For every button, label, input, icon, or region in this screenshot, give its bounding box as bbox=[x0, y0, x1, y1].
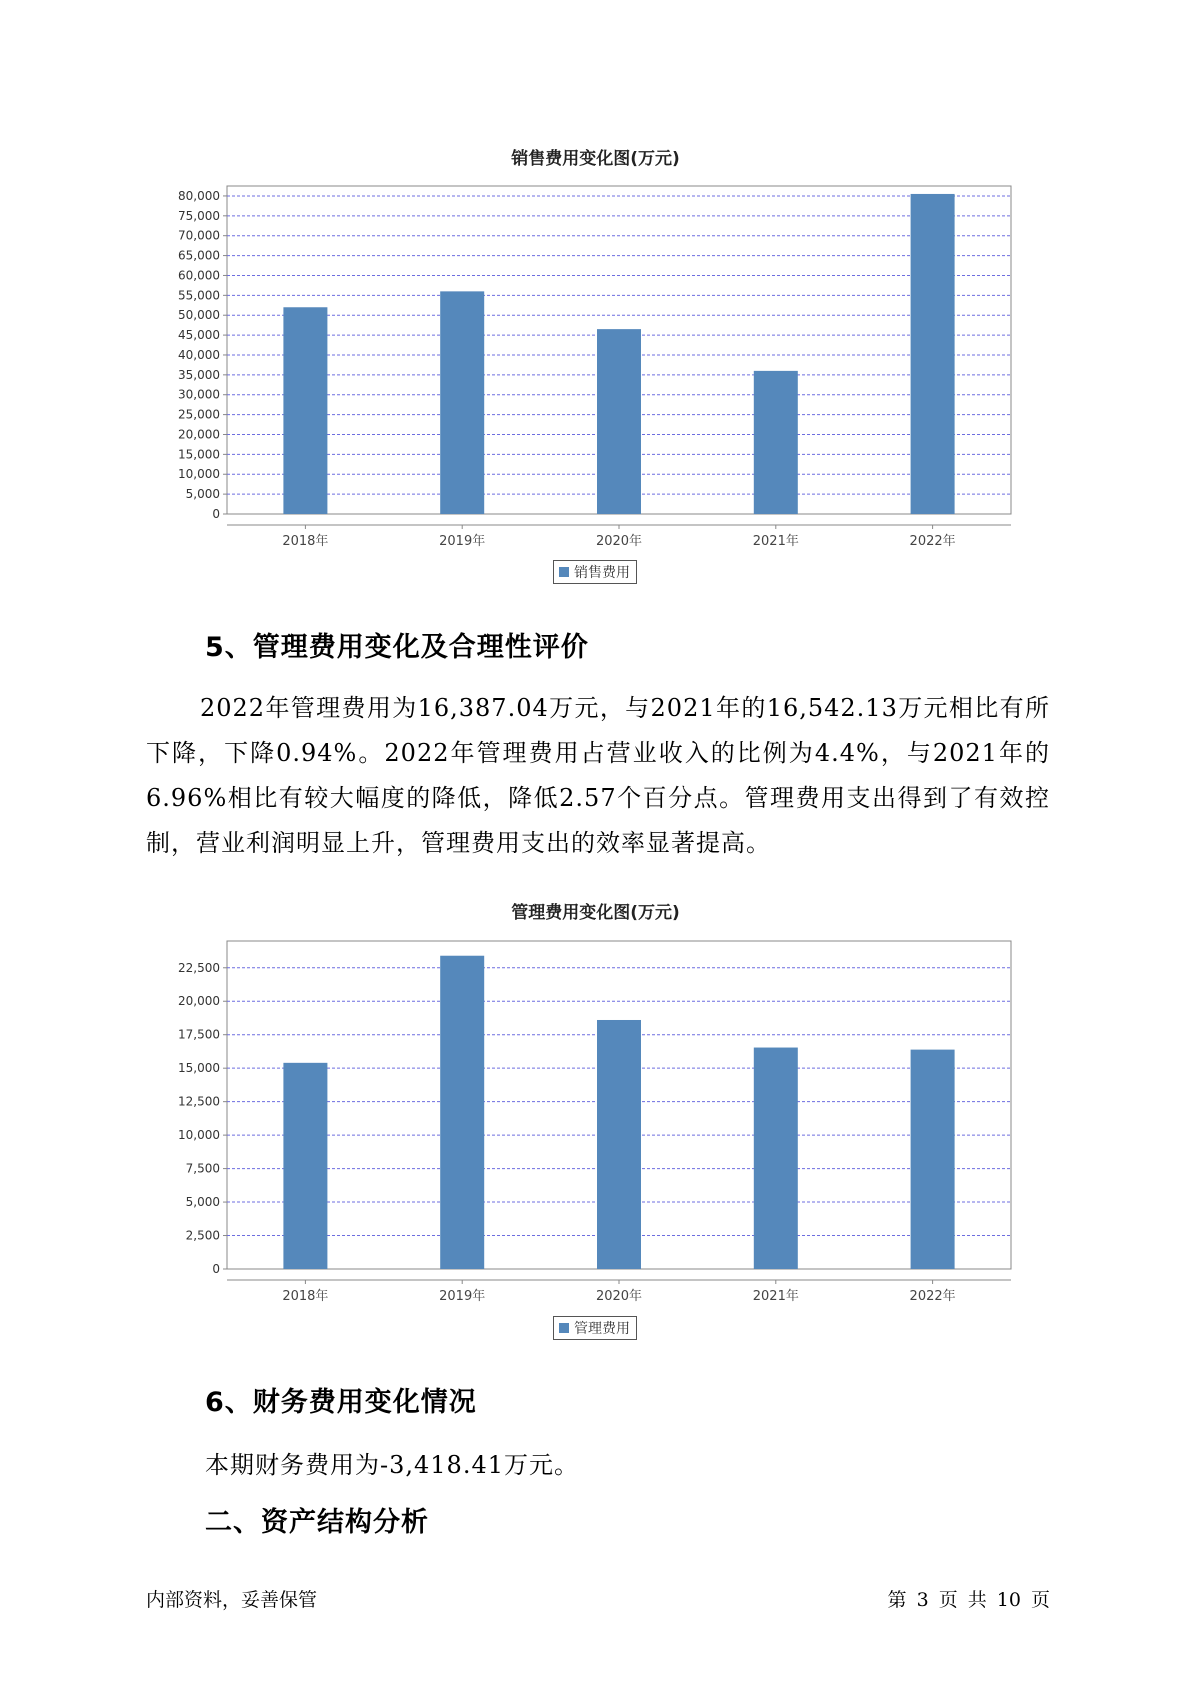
sales-chart-x-tick-label: 2020年 bbox=[595, 534, 643, 549]
legend-label-admin: 管理费用 bbox=[574, 1321, 630, 1337]
chart-title-admin-expense: 管理费用变化图(万元) bbox=[511, 903, 680, 923]
footer-confidential-note: 内部资料，妥善保管 bbox=[146, 1589, 318, 1611]
sales-chart-y-tick-label: 25,000 bbox=[178, 407, 220, 422]
sales-chart-bar bbox=[754, 371, 798, 514]
sales-chart-y-tick-label: 70,000 bbox=[178, 228, 220, 243]
sales-chart-y-tick-label: 65,000 bbox=[178, 248, 220, 263]
sales-chart-x-tick-label: 2019年 bbox=[439, 534, 486, 549]
legend-swatch-sales bbox=[559, 567, 569, 577]
admin-chart-bar bbox=[597, 1020, 641, 1269]
admin-chart-x-tick-label: 2019年 bbox=[439, 1289, 486, 1304]
sales-chart-y-tick-label: 35,000 bbox=[178, 367, 220, 382]
admin-chart-y-tick-label: 2,500 bbox=[185, 1228, 220, 1243]
chart-legend-sales bbox=[553, 560, 637, 584]
chart-legend-admin bbox=[553, 1316, 637, 1340]
admin-chart-y-tick-label: 17,500 bbox=[178, 1027, 220, 1042]
sales-chart-bar bbox=[283, 307, 327, 514]
sales-chart-bar bbox=[911, 194, 955, 514]
admin-chart-bar bbox=[911, 1050, 955, 1269]
sales-chart-y-tick-label: 30,000 bbox=[178, 387, 220, 402]
admin-chart-y-tick-label: 20,000 bbox=[178, 994, 220, 1009]
admin-chart-y-tick-label: 5,000 bbox=[185, 1195, 220, 1210]
sales-chart-bar bbox=[440, 291, 484, 514]
sales-chart-y-tick-label: 75,000 bbox=[178, 208, 220, 223]
sales-chart-y-tick-label: 60,000 bbox=[178, 268, 220, 283]
chart-title-sales-expense: 销售费用变化图(万元) bbox=[511, 149, 680, 169]
section-6-text: 本期财务费用为-3,418.41万元。 bbox=[205, 1451, 579, 1479]
admin-chart-bar bbox=[440, 956, 484, 1269]
admin-chart-y-tick-label: 7,500 bbox=[185, 1161, 220, 1176]
sales-chart-x-tick-label: 2021年 bbox=[752, 534, 799, 549]
admin-chart-x-tick-label: 2018年 bbox=[282, 1289, 329, 1304]
sales-chart-y-tick-label: 5,000 bbox=[185, 487, 220, 502]
admin-expense-chart bbox=[0, 925, 1191, 1304]
sales-chart-y-tick-label: 40,000 bbox=[178, 347, 220, 362]
admin-chart-y-tick-label: 22,500 bbox=[178, 960, 220, 975]
admin-chart-y-tick-label: 0 bbox=[212, 1262, 220, 1276]
sales-chart-y-tick-label: 10,000 bbox=[178, 467, 220, 482]
sales-chart-y-tick-label: 20,000 bbox=[178, 427, 220, 442]
footer-page-number: 第 3 页 共 10 页 bbox=[887, 1589, 1050, 1611]
admin-chart-bar bbox=[754, 1048, 798, 1269]
sales-chart-y-tick-label: 15,000 bbox=[178, 447, 220, 462]
sales-chart-y-tick-label: 45,000 bbox=[178, 328, 220, 343]
sales-chart-x-tick-label: 2022年 bbox=[909, 534, 956, 549]
admin-chart-y-tick-label: 15,000 bbox=[178, 1061, 220, 1076]
sales-chart-y-tick-label: 55,000 bbox=[178, 288, 220, 303]
section-two-heading: 二、资产结构分析 bbox=[205, 1507, 429, 1538]
admin-chart-x-tick-label: 2021年 bbox=[752, 1289, 799, 1304]
admin-chart-x-tick-label: 2022年 bbox=[909, 1289, 956, 1304]
sales-chart-y-tick-label: 80,000 bbox=[178, 188, 220, 203]
admin-chart-x-tick-label: 2020年 bbox=[595, 1289, 643, 1304]
admin-chart-y-tick-label: 10,000 bbox=[178, 1128, 220, 1143]
section-5-heading: 5、管理费用变化及合理性评价 bbox=[205, 632, 589, 663]
sales-chart-bar bbox=[597, 329, 641, 514]
section-6-heading: 6、财务费用变化情况 bbox=[205, 1387, 477, 1418]
sales-chart-x-tick-label: 2018年 bbox=[282, 534, 329, 549]
admin-chart-bar bbox=[283, 1063, 327, 1269]
legend-swatch-admin bbox=[559, 1323, 569, 1333]
section-5-paragraph: 2022年管理费用为16,387.04万元，与2021年的16,542.13万元相比有所下降，下降0.94%。2022年管理费用占营业收入的比例为4.4%，与2021年的6.96%相比有较大幅度的降低，降低2.57个百分点。管理费用支出得到了有效控制，营业利润明显上升，管理费用支出的效率显著提高。 bbox=[146, 694, 1050, 857]
sales-expense-chart bbox=[0, 170, 1191, 549]
admin-chart-y-tick-label: 12,500 bbox=[178, 1094, 220, 1109]
sales-chart-y-tick-label: 50,000 bbox=[178, 308, 220, 323]
legend-label-sales: 销售费用 bbox=[574, 565, 630, 581]
sales-chart-y-tick-label: 0 bbox=[212, 507, 220, 521]
